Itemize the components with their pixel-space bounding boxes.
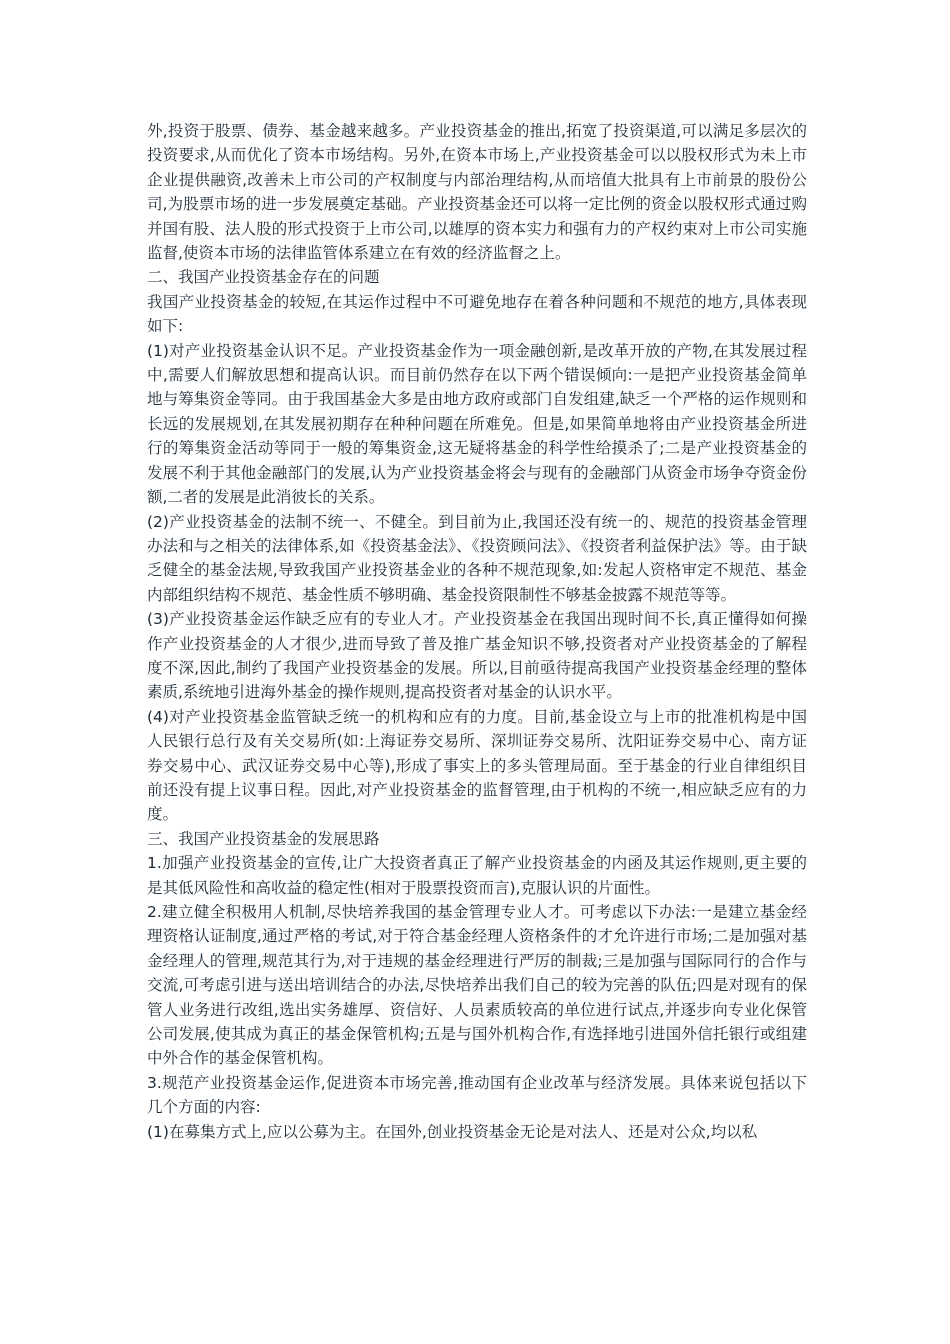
paragraph-fundraising: (1)在募集方式上,应以公募为主。在国外,创业投资基金无论是对法人、还是对公众,均以私 xyxy=(147,1122,758,1141)
paragraph-development-3: 3.规范产业投资基金运作,促进资本市场完善,推动国有企业改革与经济发展。具体来说包括以下几个方面的内容: xyxy=(147,1073,807,1117)
paragraph-problem-3: (3)产业投资基金运作缺乏应有的专业人才。产业投资基金在我国出现时间不长,真正懂得如何操作产业投资基金的人才很少,进而导致了普及推广基金知识不够,投资者对产业投资基金的了解程度不深,因此,制约了我国产业投资基金的发展。所以,目前亟待提高我国产业投资基金经理的整体素质,系统地引进海外基金的操作规则,提高投资者对基金的认识水平。 xyxy=(147,610,807,702)
section-heading-problems: 二、我国产业投资基金存在的问题 xyxy=(147,268,380,287)
section-heading-development: 三、我国产业投资基金的发展思路 xyxy=(147,829,380,848)
paragraph-capital-market-intro: 外,投资于股票、债券、基金越来越多。产业投资基金的推出,拓宽了投资渠道,可以满足多层次的投资要求,从而优化了资本市场结构。另外,在资本市场上,产业投资基金可以以股权形式为未上市企业提供融资,改善未上市公司的产权制度与内部治理结构,从而培值大批具有上市前景的股份公司,为股票市场的进一步发展奠定基础。产业投资基金还可以将一定比例的资金以股权形式通过购并国有股、法人股的形式投资于上市公司,以雄厚的资本实力和强有力的产权约束对上市公司实施监督,使资本市场的法律监管体系建立在有效的经济监督之上。 xyxy=(147,122,807,263)
document-body xyxy=(147,119,807,1144)
paragraph-problem-2: (2)产业投资基金的法制不统一、不健全。到目前为止,我国还没有统一的、规范的投资基金管理办法和与之相关的法律体系,如《投资基金法》、《投资顾问法》、《投资者利益保护法》等。由于缺乏健全的基金法规,导致我国产业投资基金业的各种不规范现象,如:发起人资格审定不规范、基金内部组织结构不规范、基金性质不够明确、基金投资限制性不够基金披露不规范等等。 xyxy=(147,512,807,604)
paragraph-problem-4: (4)对产业投资基金监管缺乏统一的机构和应有的力度。目前,基金设立与上市的批准机构是中国人民银行总行及有关交易所(如:上海证券交易所、深圳证券交易所、沈阳证券交易中心、南方证券交易中心、武汉证券交易中心等),形成了事实上的多头管理局面。至于基金的行业自律组织目前还没有提上议事日程。因此,对产业投资基金的监督管理,由于机构的不统一,相应缺乏应有的力度。 xyxy=(147,707,807,824)
paragraph-development-2: 2.建立健全积极用人机制,尽快培养我国的基金管理专业人才。可考虑以下办法:一是建立基金经理资格认证制度,通过严格的考试,对于符合基金经理人资格条件的才允许进行市场;二是加强对基金经理人的管理,规范其行为,对于违规的基金经理进行严厉的制裁;三是加强与国际同行的合作与交流,可考虑引进与送出培训结合的办法,尽快培养出我们自己的较为完善的队伍;四是对现有的保管人业务进行改组,选出实务雄厚、资信好、人员素质较高的单位进行试点,并逐步向专业化保管公司发展,使其成为真正的基金保管机构;五是与国外机构合作,有选择地引进国外信托银行或组建中外合作的基金保管机构。 xyxy=(147,903,807,1068)
paragraph-problems-intro: 我国产业投资基金的较短,在其运作过程中不可避免地存在着各种问题和不规范的地方,具体表现如下: xyxy=(147,292,807,336)
paragraph-development-1: 1.加强产业投资基金的宣传,让广大投资者真正了解产业投资基金的内函及其运作规则,更主要的是其低风险性和高收益的稳定性(相对于股票投资而言),克服认识的片面性。 xyxy=(147,854,807,897)
paragraph-problem-1: (1)对产业投资基金认识不足。产业投资基金作为一项金融创新,是改革开放的产物,在其发展过程中,需要人们解放思想和提高认识。而目前仍然存在以下两个错误倾向:一是把产业投资基金简单地与筹集资金等同。由于我国基金大多是由地方政府或部门自发组建,缺乏一个严格的运作规则和长远的发展规划,在其发展初期存在种种问题在所难免。但是,如果简单地将由产业投资基金所进行的筹集资金活动等同于一般的筹集资金,这无疑将基金的科学性给摸杀了;二是产业投资基金的发展不利于其他金融部门的发展,认为产业投资基金将会与现有的金融部门从资金市场争夺资金份额,二者的发展是此消彼长的关系。 xyxy=(147,341,807,507)
